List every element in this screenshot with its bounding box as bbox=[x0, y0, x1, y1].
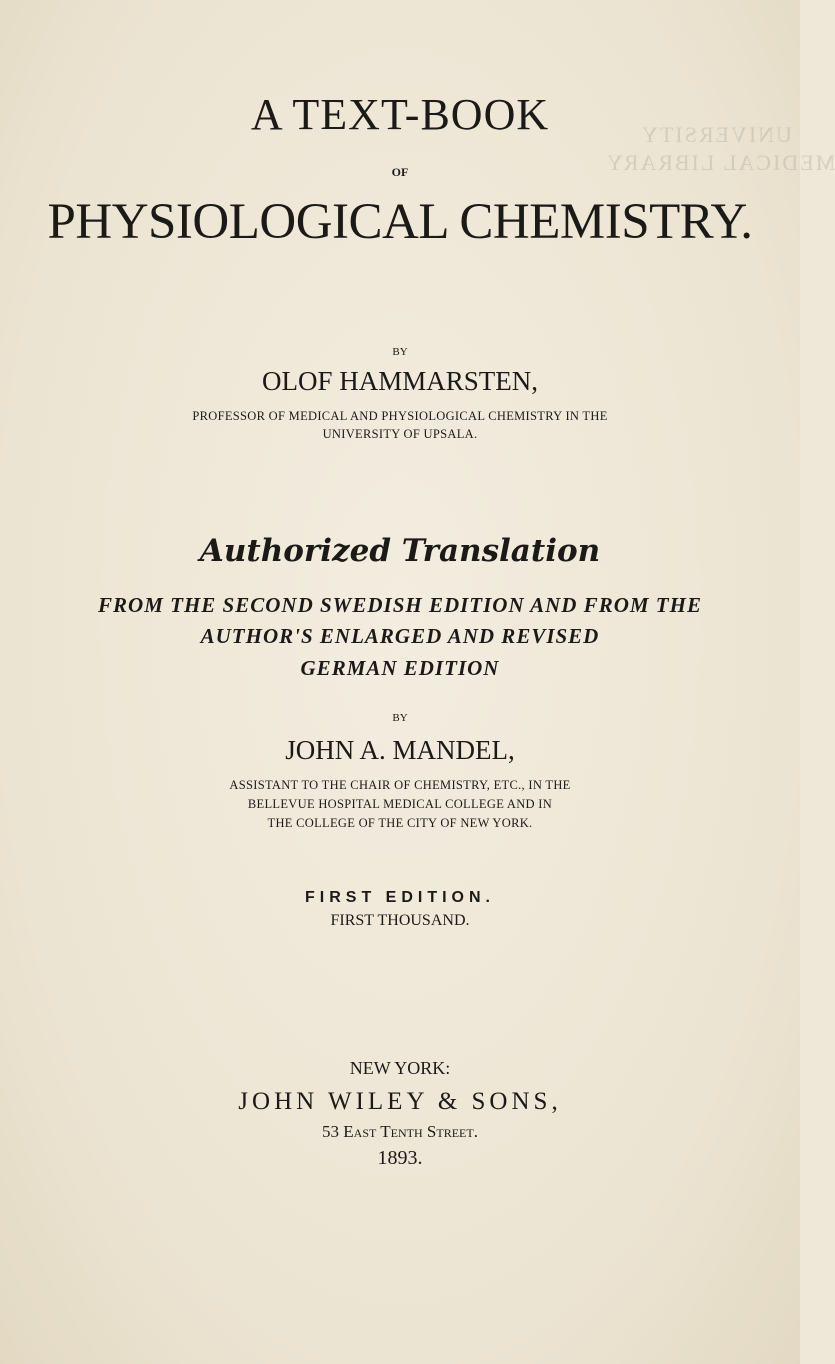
translator-name: JOHN A. MANDEL, bbox=[285, 735, 515, 765]
publisher-place: NEW YORK: bbox=[349, 1058, 451, 1078]
title-line-1: A TEXT-BOOK bbox=[250, 90, 550, 139]
publisher-name: JOHN WILEY & SONS, bbox=[238, 1088, 562, 1115]
bleed-through-university: UNIVERSITY bbox=[640, 122, 792, 147]
title-line-2: PHYSIOLOGICAL CHEMISTRY. bbox=[47, 194, 753, 250]
source-line-3: GERMAN EDITION bbox=[300, 656, 500, 680]
author-affiliation-2: UNIVERSITY OF UPSALA. bbox=[322, 427, 478, 441]
source-line-2: AUTHOR'S ENLARGED AND REVISED bbox=[200, 624, 600, 648]
by-label-2: BY bbox=[392, 712, 408, 724]
publication-year: 1893. bbox=[377, 1147, 423, 1169]
publisher-address: 53 East Tenth Street. bbox=[322, 1122, 478, 1141]
translator-affiliation-1: ASSISTANT TO THE CHAIR OF CHEMISTRY, ETC., IN THE bbox=[229, 778, 571, 792]
title-of: OF bbox=[391, 165, 409, 179]
bleed-through-library: MEDICAL LIBRARY bbox=[605, 150, 835, 175]
source-line-1: FROM THE SECOND SWEDISH EDITION AND FROM THE bbox=[98, 593, 702, 617]
thousand: FIRST THOUSAND. bbox=[330, 912, 470, 929]
edition: FIRST EDITION. bbox=[305, 889, 495, 906]
by-label-1: BY bbox=[392, 346, 408, 358]
authorized-translation: Authorized Translation bbox=[199, 533, 601, 569]
translator-affiliation-3: THE COLLEGE OF THE CITY OF NEW YORK. bbox=[267, 816, 533, 830]
author-name: OLOF HAMMARSTEN, bbox=[261, 366, 539, 396]
translator-affiliation-2: BELLEVUE HOSPITAL MEDICAL COLLEGE AND IN bbox=[247, 797, 553, 811]
author-affiliation-1: PROFESSOR OF MEDICAL AND PHYSIOLOGICAL CHEMISTRY IN THE bbox=[192, 409, 608, 423]
